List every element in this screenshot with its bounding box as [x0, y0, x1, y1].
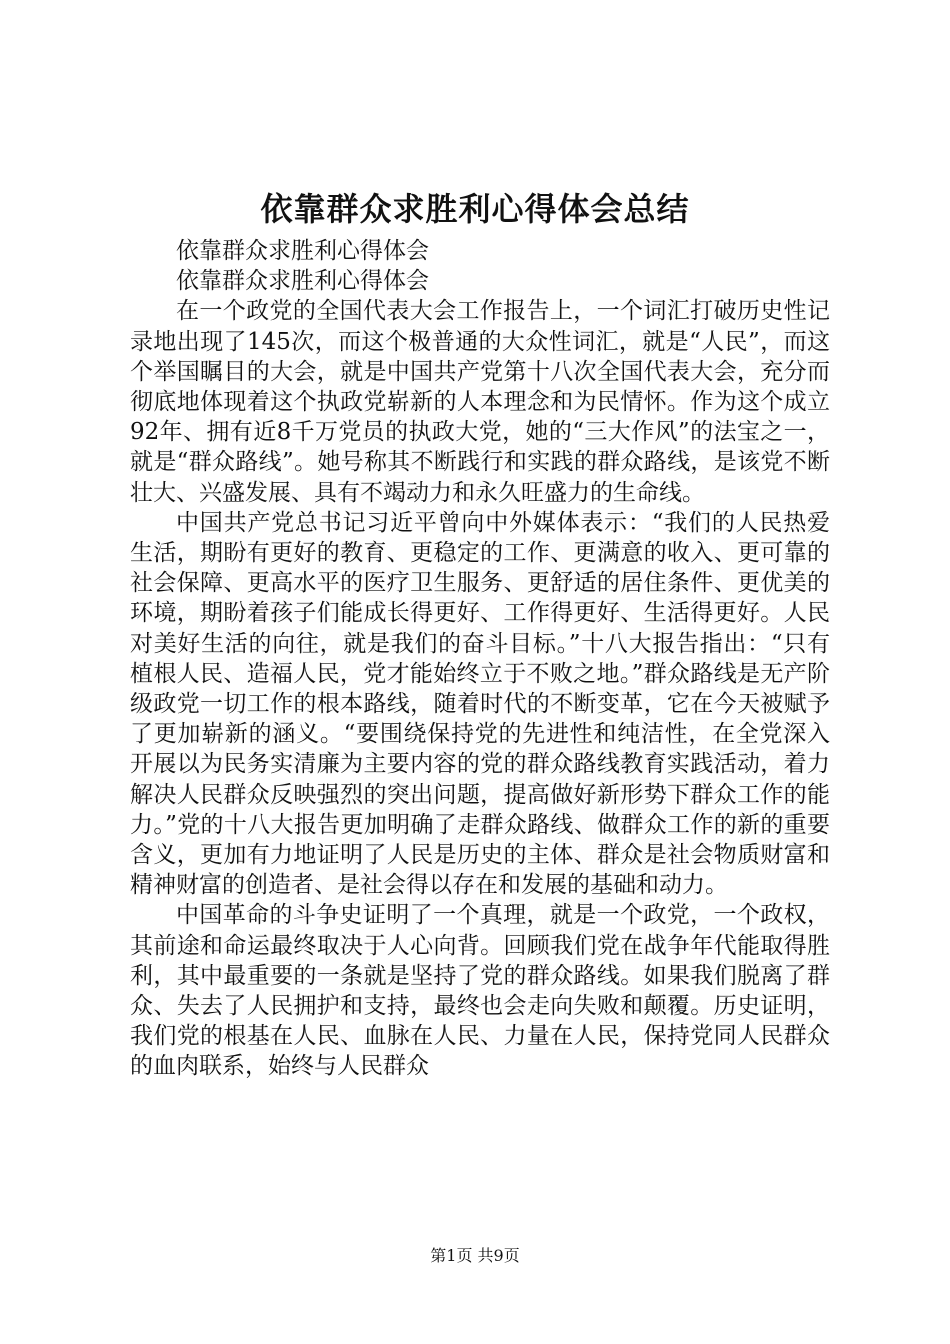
paragraph-1: 在一个政党的全国代表大会工作报告上，一个词汇打破历史性记录地出现了145次，而这个极普通的大众性词汇，就是“人民”，而这个举国瞩目的大会，就是中国共产党第十八次全国代表大会，充分而彻底地体现着这个执政党崭新的人本理念和为民情怀。作为这个成立92年、拥有近8千万党员的执政大党，她的“三大作风”的法宝之一，就是“群众路线”。她号称其不断践行和实践的群众路线，是该党不断壮大、兴盛发展、具有不竭动力和永久旺盛力的生命线。	[130, 298, 830, 506]
paragraph-subtitle-2: 依靠群众求胜利心得体会	[176, 268, 429, 295]
document-body	[130, 236, 830, 1082]
paragraph-subtitle-1: 依靠群众求胜利心得体会	[176, 238, 429, 264]
document-title: 依靠群众求胜利心得体会总结	[260, 190, 690, 228]
page-footer: 第1页 共9页	[430, 1246, 520, 1265]
paragraph-2: 中国共产党总书记习近平曾向中外媒体表示：“我们的人民热爱生活，期盼有更好的教育、更稳定的工作、更满意的收入、更可靠的社会保障、更高水平的医疗卫生服务、更舒适的居住条件、更优美的环境，期盼着孩子们能成长得更好、工作得更好、生活得更好。人民对美好生活的向往，就是我们的奋斗目标。”十八大报告指出：“只有植根人民、造福人民，党才能始终立于不败之地。”群众路线是无产阶级政党一切工作的根本路线，随着时代的不断变革，它在今天被赋予了更加崭新的涵义。“要围绕保持党的先进性和纯洁性，在全党深入开展以为民务实清廉为主要内容的党的群众路线教育实践活动，着力解决人民群众反映强烈的突出问题，提高做好新形势下群众工作的能力。”党的十八大报告更加明确了走群众路线、做群众工作的新的重要含义，更加有力地证明了人民是历史的主体、群众是社会物质财富和精神财富的创造者、是社会得以存在和发展的基础和动力。	[130, 509, 830, 899]
paragraph-3: 中国革命的斗争史证明了一个真理，就是一个政党，一个政权，其前途和命运最终取决于人心向背。回顾我们党在战争年代能取得胜利，其中最重要的一条就是坚持了党的群众路线。如果我们脱离了群众、失去了人民拥护和支持，最终也会走向失败和颠覆。历史证明，我们党的根基在人民、血脉在人民、力量在人民，保持党同人民群众的血肉联系，始终与人民群众	[130, 902, 830, 1080]
